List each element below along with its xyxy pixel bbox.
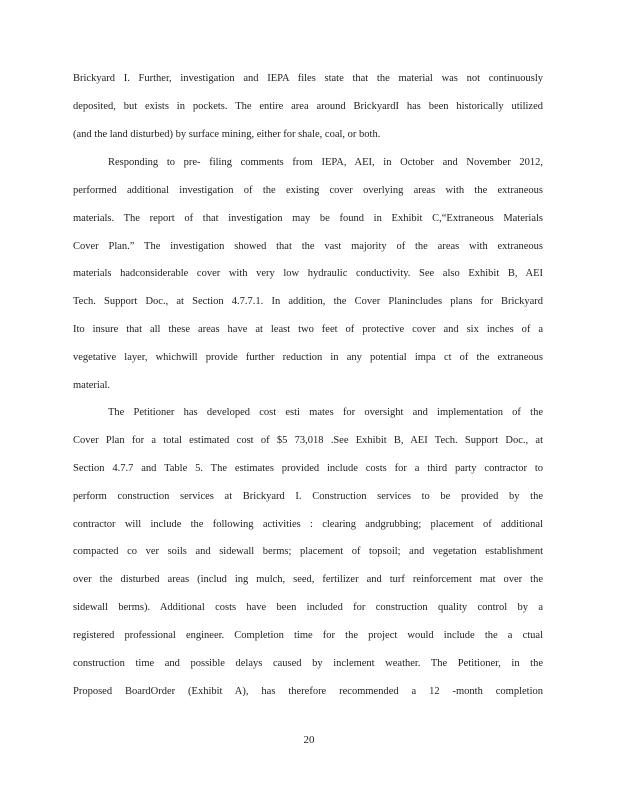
- text-line: perform construction services at Brickyard I. Construction services to be provided by the: [73, 491, 543, 502]
- text-line: Cover Plan.” The investigation showed that the vast majority of the areas with extraneous: [73, 241, 543, 252]
- text-line: over the disturbed areas (includ ing mulch, seed, fertilizer and turf reinforcement mat over the: [73, 574, 543, 585]
- text-line: Proposed BoardOrder (Exhibit A), has therefore recommended a 12 -month completion: [73, 686, 543, 697]
- text-line: Tech. Support Doc., at Section 4.7.7.1. In addition, the Cover Planincludes plans for Brickyard: [73, 296, 543, 307]
- text-line: Responding to pre- filing comments from IEPA, AEI, in October and November 2012,: [108, 157, 543, 168]
- text-line: registered professional engineer. Completion time for the project would include the a ctual: [73, 630, 543, 641]
- text-line: contractor will include the following activities : clearing andgrubbing; placement of additional: [73, 519, 543, 530]
- text-line: (and the land disturbed) by surface mining, either for shale, coal, or both.: [73, 129, 381, 140]
- text-line: materials. The report of that investigation may be found in Exhibit C,“Extraneous Materials: [73, 213, 543, 224]
- text-line: sidewall berms). Additional costs have been included for construction quality control by a: [73, 602, 543, 613]
- text-line: Cover Plan for a total estimated cost of $5 73,018 .See Exhibit B, AEI Tech. Support Doc., at: [73, 435, 543, 446]
- text-line: performed additional investigation of the existing cover overlying areas with the extraneous: [73, 185, 543, 196]
- text-line: construction time and possible delays caused by inclement weather. The Petitioner, in the: [73, 658, 543, 669]
- page-number: 20: [303, 734, 315, 746]
- text-line: Ito insure that all these areas have at least two feet of protective cover and six inches of a: [73, 324, 543, 335]
- text-line: compacted co ver soils and sidewall berms; placement of topsoil; and vegetation establishment: [73, 546, 543, 557]
- text-line: Section 4.7.7 and Table 5. The estimates provided include costs for a third party contractor to: [73, 463, 543, 474]
- text-line: vegetative layer, whichwill provide further reduction in any potential impa ct of the extraneous: [73, 352, 543, 363]
- text-line: material.: [73, 380, 111, 391]
- text-line: deposited, but exists in pockets. The entire area around BrickyardI has been historically utilized: [73, 101, 543, 112]
- text-line: materials hadconsiderable cover with very low hydraulic conductivity. See also Exhibit B, AEI: [73, 268, 543, 279]
- text-line: The Petitioner has developed cost esti mates for oversight and implementation of the: [108, 407, 543, 418]
- text-line: Brickyard I. Further, investigation and IEPA files state that the material was not continuously: [73, 73, 543, 84]
